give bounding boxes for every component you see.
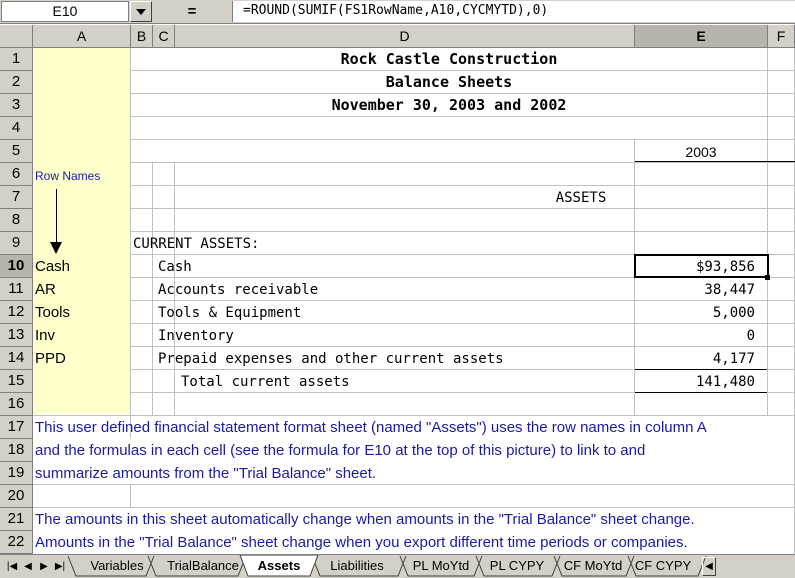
column-header-b[interactable]: B <box>131 25 153 48</box>
chevron-down-icon <box>136 9 146 15</box>
formula-input[interactable]: =ROUND(SUMIF(FS1RowName,A10,CYCMYTD),0) <box>232 1 795 22</box>
amount-cell[interactable]: $93,856 <box>695 259 755 275</box>
amount-cell[interactable]: 0 <box>746 328 755 344</box>
fill-handle[interactable] <box>765 275 770 280</box>
tab-assets[interactable]: Assets <box>257 558 301 573</box>
row-header-5[interactable]: 5 <box>0 140 33 163</box>
row-header-7[interactable]: 7 <box>0 186 33 209</box>
row-header-3[interactable]: 3 <box>0 94 33 117</box>
amount-cell[interactable]: 4,177 <box>712 351 755 367</box>
arrow-head-icon <box>50 242 62 254</box>
row-names-label: Row Names <box>35 169 101 183</box>
arrow-down-icon <box>56 189 57 244</box>
note-line: and the formulas in each cell (see the formula for E10 at the top of this picture) to link to and <box>35 442 646 459</box>
row-name-cell[interactable]: PPD <box>35 350 66 367</box>
row-name-cell[interactable]: Cash <box>35 258 71 275</box>
report-title-dates: November 30, 2003 and 2002 <box>331 96 567 114</box>
note-line: This user defined financial statement format sheet (named "Assets") uses the row names in column A <box>35 419 707 436</box>
row-header-18[interactable]: 18 <box>0 439 33 462</box>
horizontal-scrollbar[interactable] <box>718 557 795 576</box>
line-label-cell[interactable]: Tools & Equipment <box>158 305 302 321</box>
amount-cell[interactable]: 38,447 <box>704 282 755 298</box>
row-header-15[interactable]: 15 <box>0 370 33 393</box>
prev-sheet-icon[interactable]: ◀ <box>24 561 32 572</box>
row-header-4[interactable]: 4 <box>0 117 33 140</box>
column-header-e[interactable]: E <box>635 25 768 48</box>
row-header-13[interactable]: 13 <box>0 324 33 347</box>
line-label-cell[interactable]: Inventory <box>158 328 234 344</box>
note-line: summarize amounts from the "Trial Balance" sheet. <box>35 465 377 482</box>
line-label-cell[interactable]: Prepaid expenses and other current assets <box>158 351 504 367</box>
row-header-14[interactable]: 14 <box>0 347 33 370</box>
first-sheet-icon[interactable]: |◀ <box>6 561 18 572</box>
line-label-cell[interactable]: Accounts receivable <box>158 282 319 298</box>
tab-cf-cypy[interactable]: CF CYPY <box>634 558 692 573</box>
sheet-tab-bar <box>0 554 795 578</box>
row-header-10[interactable]: 10 <box>0 255 33 278</box>
tab-pl-cypy[interactable]: PL CYPY <box>489 558 545 573</box>
column-headers <box>0 25 795 48</box>
row-header-21[interactable]: 21 <box>0 508 33 531</box>
current-assets-heading: CURRENT ASSETS: <box>133 236 260 252</box>
row-header-11[interactable]: 11 <box>0 278 33 301</box>
row-header-12[interactable]: 12 <box>0 301 33 324</box>
total-bottom-border <box>635 392 767 393</box>
row-header-9[interactable]: 9 <box>0 232 33 255</box>
row-header-22[interactable]: 22 <box>0 531 33 554</box>
last-sheet-icon[interactable]: ▶| <box>54 561 66 572</box>
row-name-cell[interactable]: Inv <box>35 327 56 344</box>
column-header-f[interactable]: F <box>768 25 795 48</box>
note-line: The amounts in this sheet automatically change when amounts in the "Trial Balance" sheet change. <box>35 511 695 528</box>
worksheet-grid[interactable] <box>33 48 795 554</box>
tab-scroll-left-icon[interactable]: ◀ <box>702 557 716 576</box>
column-header-c[interactable]: C <box>153 25 175 48</box>
column-header-a[interactable]: A <box>33 25 131 48</box>
year-header: 2003 <box>685 144 717 160</box>
tab-variables[interactable]: Variables <box>90 558 144 573</box>
assets-heading: ASSETS <box>555 190 607 206</box>
total-label-cell[interactable]: Total current assets <box>181 374 350 390</box>
row-name-cell[interactable]: AR <box>35 281 56 298</box>
select-all-corner[interactable] <box>0 25 33 48</box>
formula-bar <box>0 0 795 24</box>
tab-pl-moytd[interactable]: PL MoYtd <box>412 558 470 573</box>
row-header-2[interactable]: 2 <box>0 71 33 94</box>
row-header-17[interactable]: 17 <box>0 416 33 439</box>
report-title-company: Rock Castle Construction <box>340 50 558 68</box>
year-underline <box>635 161 795 162</box>
row-header-8[interactable]: 8 <box>0 209 33 232</box>
next-sheet-icon[interactable]: ▶ <box>40 561 48 572</box>
formula-equals-label: = <box>187 3 197 20</box>
amount-cell[interactable]: 5,000 <box>712 305 755 321</box>
tab-cf-moytd[interactable]: CF MoYtd <box>563 558 623 573</box>
row-header-1[interactable]: 1 <box>0 48 33 71</box>
row-name-cell[interactable]: Tools <box>35 304 71 321</box>
name-box-dropdown-button[interactable] <box>130 1 152 22</box>
tab-trialbalance[interactable]: TrialBalance <box>167 558 239 573</box>
total-amount-cell[interactable]: 141,480 <box>695 374 755 390</box>
column-header-d[interactable]: D <box>175 25 635 48</box>
tab-liabilities[interactable]: Liabilities <box>330 558 384 573</box>
note-line: Amounts in the "Trial Balance" sheet change when you export different time periods or companies. <box>35 534 688 551</box>
row-header-16[interactable]: 16 <box>0 393 33 416</box>
row-header-20[interactable]: 20 <box>0 485 33 508</box>
name-box[interactable]: E10 <box>1 1 129 22</box>
report-title-statement: Balance Sheets <box>385 73 513 91</box>
row-header-6[interactable]: 6 <box>0 163 33 186</box>
line-label-cell[interactable]: Cash <box>158 259 192 275</box>
row-header-19[interactable]: 19 <box>0 462 33 485</box>
